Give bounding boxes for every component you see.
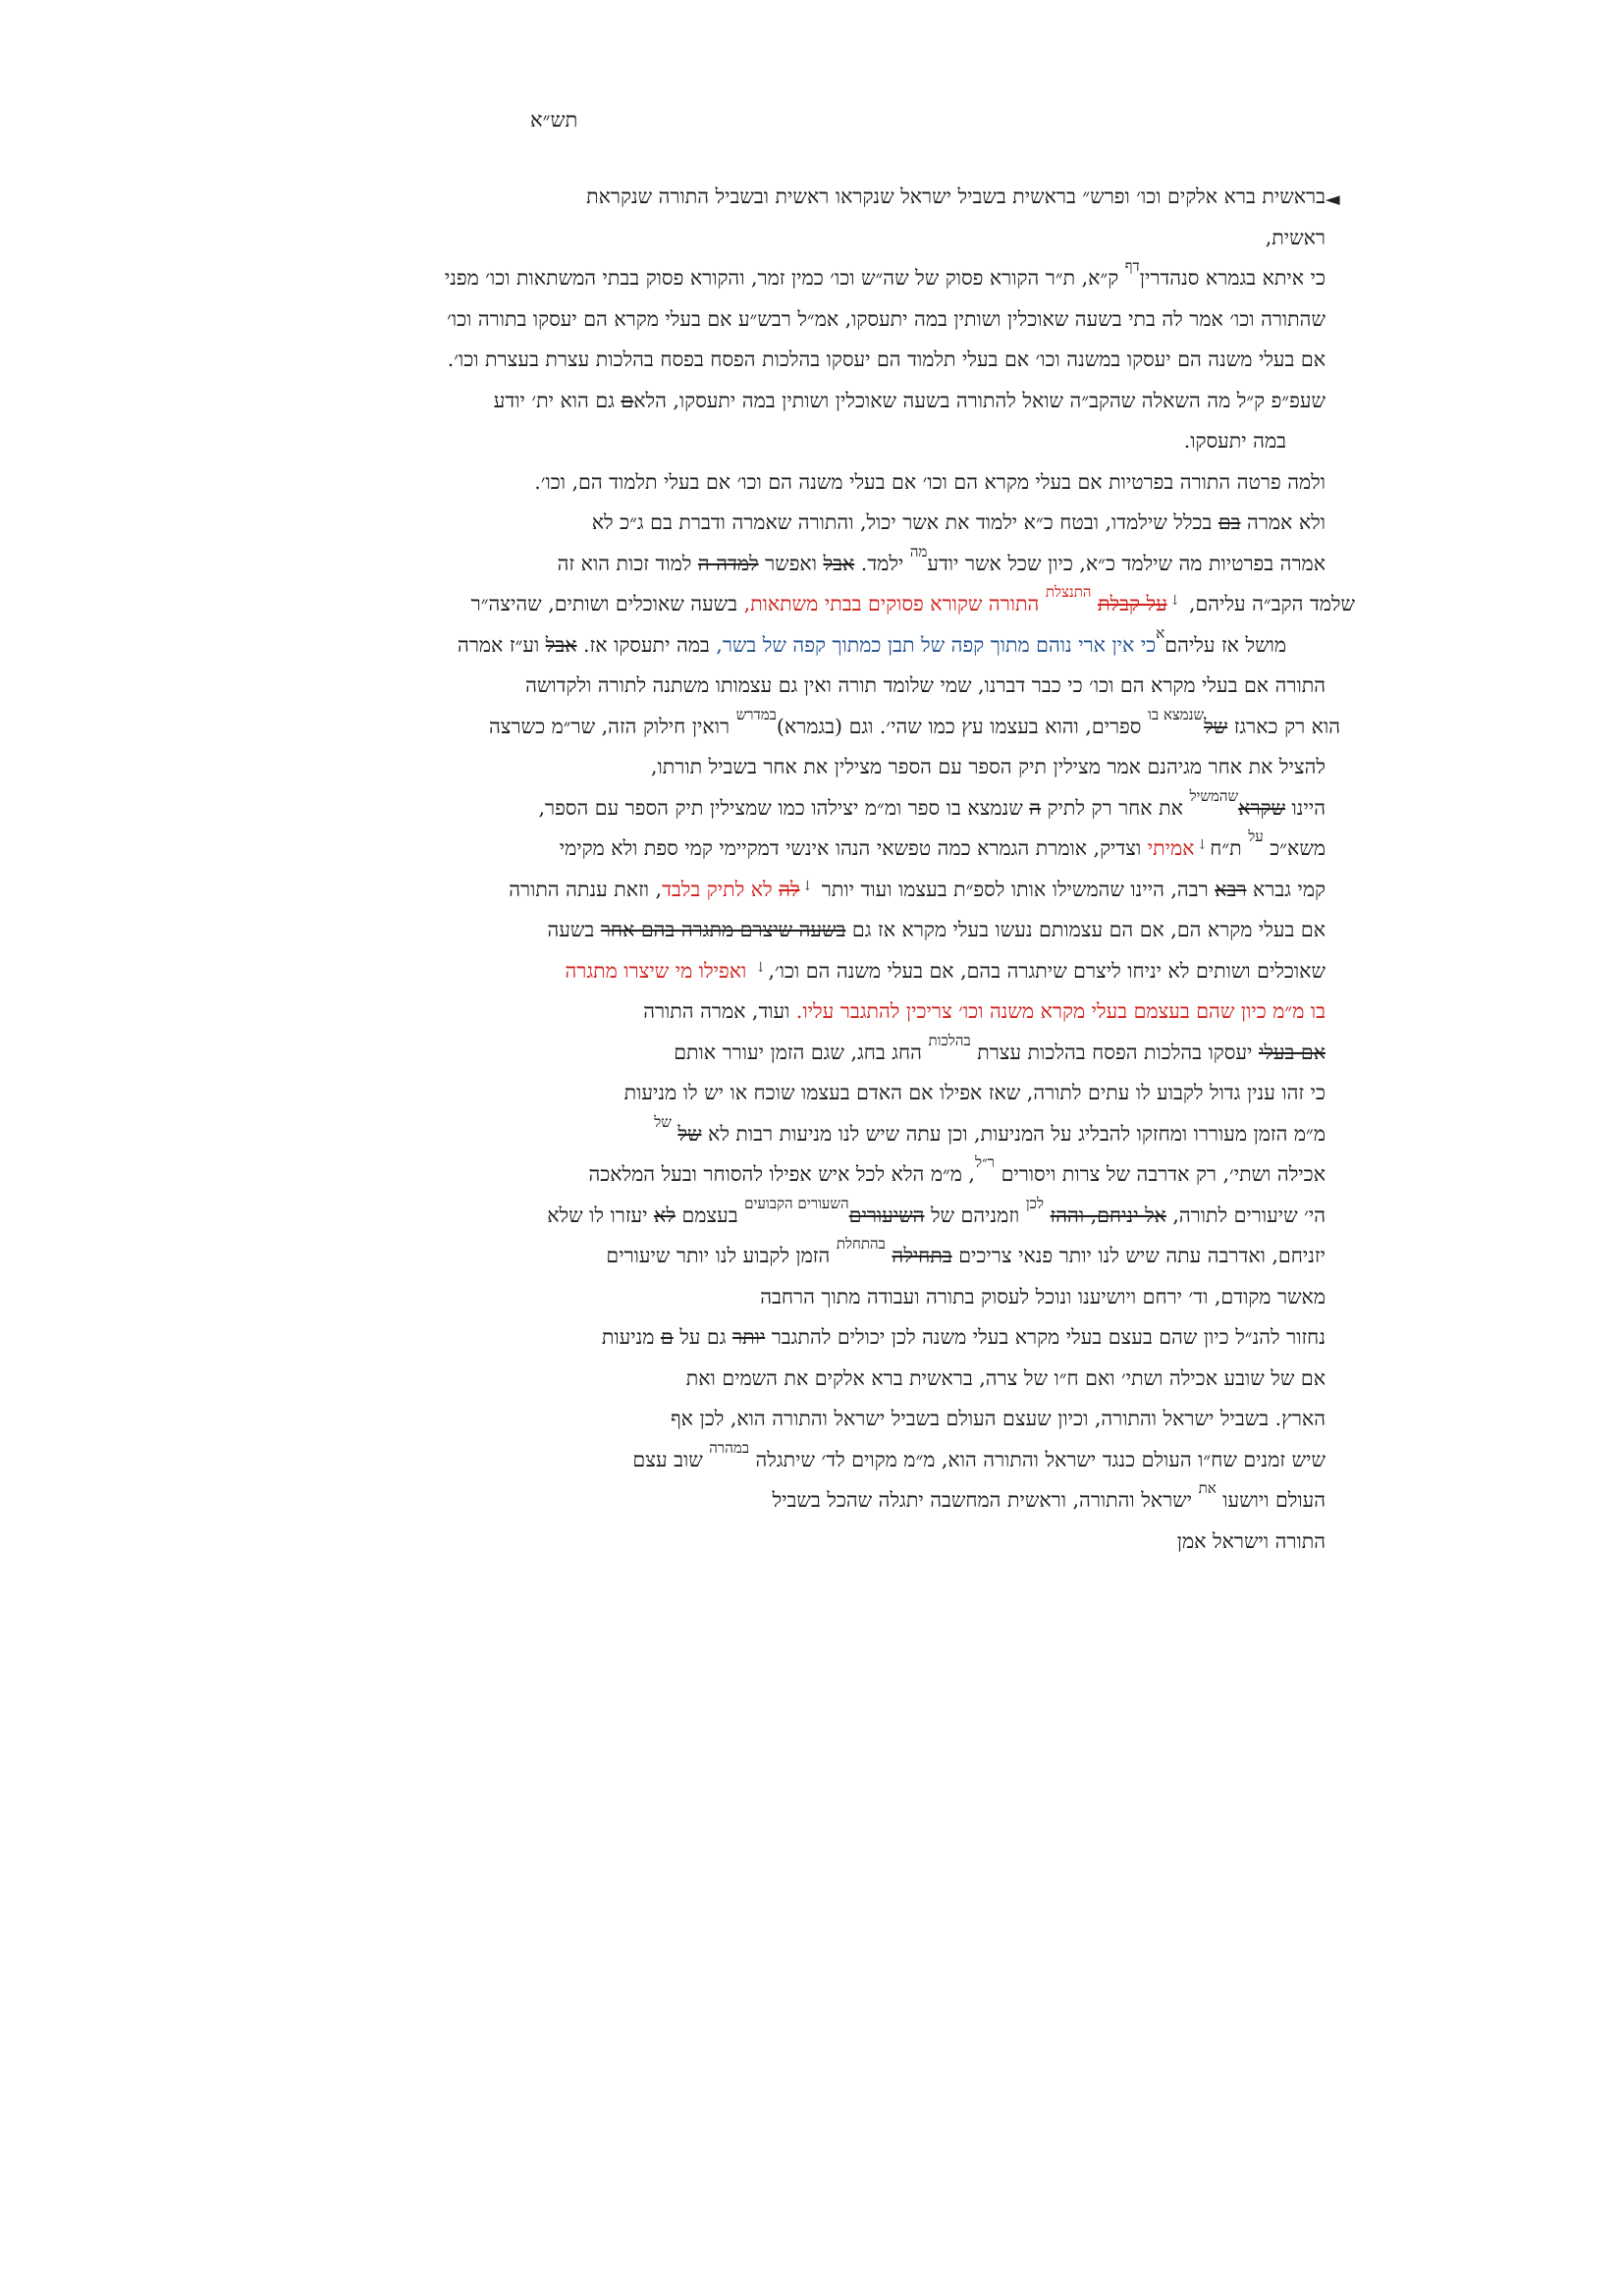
text-line-content bbox=[602, 1317, 1325, 1359]
text-line bbox=[314, 747, 1325, 788]
text-segment: על קבלת bbox=[1098, 592, 1167, 615]
text-segment: ↓ bbox=[1196, 837, 1209, 853]
text-line-content bbox=[654, 1114, 1325, 1157]
text-line-content bbox=[509, 870, 1325, 914]
text-line bbox=[314, 828, 1325, 870]
text-line bbox=[314, 177, 1325, 218]
text-segment: במה יתעסקו. bbox=[1183, 429, 1286, 453]
text-line-content bbox=[489, 707, 1340, 750]
text-segment: לכן bbox=[1025, 1194, 1044, 1212]
text-segment: וצדיק, אומרת הגמרא כמה טפשאי הנהו אינשי דמקיימי קמי ספת ולא מקימי bbox=[559, 836, 1148, 860]
text-line-content bbox=[547, 1196, 1325, 1239]
text-line bbox=[314, 1196, 1325, 1237]
text-line bbox=[314, 666, 1325, 707]
document-body bbox=[314, 177, 1355, 1562]
text-line-content bbox=[632, 1440, 1325, 1483]
text-segment: כי איתא בגמרא סנהדרין bbox=[1139, 266, 1325, 290]
text-line-content bbox=[560, 828, 1325, 873]
text-segment: את אחר רק לתיק bbox=[1041, 795, 1190, 820]
text-line-content bbox=[538, 788, 1325, 831]
text-segment: ואפשר bbox=[758, 551, 824, 575]
text-segment: מניעות bbox=[601, 1325, 661, 1349]
text-line-content bbox=[1184, 421, 1286, 462]
text-segment: בשעה bbox=[547, 918, 601, 941]
text-segment: ולמה פרטה התורה בפרטיות אם בעלי מקרא הם וכו׳ אם בעלי משנה הם וכו׳ אם בעלי תלמוד הם, וכו׳. bbox=[534, 469, 1325, 494]
text-segment: הי׳ שיעורים לתורה, bbox=[1165, 1202, 1325, 1227]
text-line bbox=[314, 1522, 1325, 1563]
text-line-content bbox=[565, 951, 1325, 995]
text-line bbox=[314, 1440, 1325, 1481]
text-segment: העולם ויושעו bbox=[1216, 1488, 1325, 1512]
text-segment: להציל את אחר מגיהנם אמר מצילין תיק הספר עם הספר מצילין את אחר בשביל תורתו, bbox=[650, 755, 1325, 778]
text-segment: שנמצא בו bbox=[1147, 705, 1205, 723]
text-line-content bbox=[772, 1480, 1325, 1523]
text-segment: שנמצא בו ספר ומ״מ יצילהו כמו שמצילין תיק הספר עם הספר, bbox=[538, 795, 1030, 820]
text-segment: וזמניהם של bbox=[924, 1202, 1026, 1227]
text-line-content bbox=[671, 1399, 1325, 1440]
text-line bbox=[314, 340, 1325, 381]
text-segment: כי זהו ענין גדול לקבוע לו עתים לתורה, שאז אפילו אם האדם בעצמו שוכח או יש לו מניעות bbox=[623, 1081, 1325, 1104]
text-line-content bbox=[534, 462, 1325, 504]
text-segment: השעורים הקבועים bbox=[744, 1194, 849, 1212]
text-segment: בו מ״מ כיון שהם בעצמם בעלי מקרא משנה וכו׳ צריכין להתגבר עליו. bbox=[795, 999, 1325, 1023]
text-segment: בשעה שאוכלים ושותים, שהיצה״ר bbox=[470, 592, 744, 615]
text-segment: למוד זכות הוא זה bbox=[557, 551, 698, 575]
text-segment: אם בעלי bbox=[1258, 1040, 1325, 1064]
text-line bbox=[314, 381, 1325, 422]
text-segment: רבא bbox=[1215, 877, 1247, 901]
text-line-content bbox=[448, 340, 1325, 381]
text-segment: השיעורים bbox=[848, 1202, 925, 1227]
text-segment: הזמן לקבוע לנו יותר שיעורים bbox=[606, 1244, 837, 1267]
text-segment: יותר bbox=[732, 1325, 766, 1349]
bullet-marker-icon: ◄ bbox=[1325, 188, 1340, 210]
text-line bbox=[314, 910, 1325, 951]
text-segment: אמרה בפרטיות מה שילמד כ״א, כיון שכל אשר יודע bbox=[927, 551, 1325, 575]
text-segment: מה bbox=[909, 542, 928, 561]
text-segment: יעזרו לו שלא bbox=[547, 1202, 655, 1227]
text-segment: לא bbox=[654, 1202, 676, 1227]
text-segment: התנצלת bbox=[1045, 583, 1092, 601]
text-line bbox=[314, 1359, 1325, 1400]
text-line bbox=[314, 991, 1325, 1033]
text-segment: ↓ bbox=[801, 878, 814, 894]
text-line-content bbox=[447, 299, 1325, 341]
text-segment: גם על bbox=[673, 1325, 733, 1349]
text-line-content bbox=[643, 991, 1325, 1033]
text-line bbox=[314, 625, 1325, 667]
text-line-content bbox=[548, 910, 1326, 951]
text-segment: משא״כ bbox=[1263, 836, 1325, 860]
text-line-content bbox=[586, 177, 1325, 218]
text-segment: החג בחג, שגם הזמן יעורר אותם bbox=[674, 1040, 929, 1064]
text-line bbox=[314, 870, 1325, 911]
text-segment: לא לתיק בלבד bbox=[662, 877, 780, 901]
text-segment: רואין חילוק הזה, שר״מ כשרצה bbox=[488, 714, 736, 738]
text-line-content bbox=[674, 1033, 1325, 1076]
text-line bbox=[314, 788, 1325, 829]
text-segment: ישראל והתורה, וראשית המחשבה יתגלה שהכל בשביל bbox=[772, 1488, 1199, 1512]
text-segment: ם bbox=[660, 1325, 674, 1349]
text-line bbox=[314, 218, 1325, 259]
text-segment: שעפ״פ ק״ל מה השאלה שהקב״ה שואל להתורה בשעה שאוכלין ושותין במה יתעסקו, הלא bbox=[633, 388, 1325, 412]
text-segment: אבל bbox=[545, 632, 577, 657]
text-segment: ספרים, והוא בעצמו עץ כמו שהי׳. וגם (בגמרא) bbox=[776, 714, 1148, 738]
text-line bbox=[314, 462, 1325, 504]
text-segment: במדרש bbox=[735, 705, 777, 723]
text-line bbox=[314, 258, 1325, 299]
text-segment: מ״מ הזמן מעוררו ומחזקו להבליג על המניעות, וכן עתה שיש לנו מניעות רבות לא bbox=[701, 1121, 1325, 1146]
text-segment: וע״ז אמרה bbox=[458, 632, 546, 657]
text-segment: אם של שובע אכילה ושתי׳ ואם ח״ו של צרה, בראשית ברא אלקים את השמים ואת bbox=[685, 1365, 1325, 1390]
text-line-content bbox=[606, 1236, 1325, 1279]
text-segment: אכילה ושתי׳, רק אדרבה של צרות ויסורים bbox=[995, 1162, 1325, 1186]
text-segment: למדה ה bbox=[697, 551, 759, 575]
text-segment: שיש זמנים שח״ו העולם כנגד ישראל והתורה הוא, מ״מ מקוים לד׳ שיתגלה bbox=[748, 1447, 1325, 1471]
text-line-content bbox=[588, 1154, 1325, 1198]
text-line bbox=[314, 1154, 1325, 1196]
text-line bbox=[314, 421, 1325, 462]
text-line-content bbox=[458, 625, 1286, 668]
text-segment: שלמד הקב״ה עליהם, bbox=[1182, 592, 1355, 615]
text-segment: דף bbox=[1124, 257, 1140, 275]
text-segment: גם הוא ית׳ יודע bbox=[493, 388, 622, 412]
text-segment: ת״ח bbox=[1210, 836, 1249, 860]
text-segment: ילמד. bbox=[854, 551, 910, 575]
text-segment: של bbox=[654, 1112, 672, 1131]
text-line bbox=[314, 1317, 1325, 1359]
text-segment: במה יתעסקו אז. bbox=[576, 632, 717, 657]
text-segment: ↓ bbox=[754, 959, 767, 976]
text-line bbox=[314, 1277, 1325, 1318]
text-line-content bbox=[445, 258, 1325, 301]
text-line bbox=[314, 1033, 1325, 1074]
text-segment: את bbox=[1198, 1479, 1217, 1497]
text-segment: התורה אם בעלי מקרא הם וכו׳ כי כבר דברנו, שמי שלומד תורה ואין גם עצמותו משתנה לתורה ולקדושה bbox=[525, 673, 1325, 697]
text-line bbox=[314, 583, 1355, 625]
text-segment: היינו bbox=[1285, 795, 1325, 820]
text-segment: בתחילה bbox=[892, 1244, 952, 1267]
text-segment: ואפילו מי שיצרו מתגרה bbox=[565, 958, 753, 983]
text-segment: הארץ. בשביל ישראל והתורה, וכיון שעצם העולם בשביל ישראל והתורה הוא, לכן אף bbox=[671, 1407, 1325, 1430]
text-segment: , מ״מ הלא לכל איש אפילו להסוחר ובעל המלאכה bbox=[588, 1162, 975, 1186]
text-line-content bbox=[592, 503, 1325, 544]
text-segment: שקרא bbox=[1238, 795, 1286, 820]
text-segment: ועוד, אמרה התורה bbox=[643, 999, 796, 1023]
text-segment: ↓ bbox=[1168, 593, 1181, 609]
text-segment: בהלכות bbox=[928, 1031, 971, 1049]
text-segment: יעסקו בהלכות הפסח בהלכות עצרת bbox=[970, 1040, 1259, 1064]
text-line-content bbox=[471, 584, 1355, 628]
text-segment: אבל bbox=[823, 551, 855, 575]
text-segment: נחזור להנ״ל כיון שהם בעצם בעלי מקרא בעלי משנה לכן יכולים להתגבר bbox=[765, 1325, 1325, 1349]
text-segment: ראשית, bbox=[1265, 225, 1325, 249]
text-line-content bbox=[686, 1359, 1325, 1400]
text-segment: ק״א, ת״ר הקורא פסוק של שה״ש וכו׳ כמין זמר, והקורא פסוק בבתי המשתאות וכו׳ מפני bbox=[444, 266, 1125, 290]
text-segment: בראשית ברא אלקים וכו׳ ופרש״ בראשית בשביל ישראל שנקראו ראשית ובשביל התורה שנקראת bbox=[586, 185, 1325, 208]
text-segment: מושל אז עליהם bbox=[1164, 632, 1286, 657]
text-segment: התורה שקורא פסוקים בבתי משתאות, bbox=[743, 592, 1046, 615]
text-segment: א bbox=[1156, 623, 1165, 642]
text-segment: שוב עצם bbox=[632, 1447, 710, 1471]
text-segment: קמי גברא bbox=[1246, 877, 1325, 901]
text-segment: ולא אמרה bbox=[1240, 510, 1325, 534]
text-segment: בשעה שיצרם מתגרה בהם אחר bbox=[600, 918, 846, 941]
text-segment: שאוכלים ושותים לא יניחו ליצרם שיתגרה בהם, אם בעלי משנה הם וכו׳, bbox=[768, 958, 1325, 983]
text-line-content bbox=[494, 381, 1325, 422]
text-segment: ם bbox=[621, 388, 634, 412]
text-segment: אמיתי bbox=[1147, 836, 1195, 860]
text-segment: ר״ל bbox=[974, 1153, 996, 1171]
text-line-content bbox=[558, 544, 1325, 587]
text-line bbox=[314, 1114, 1325, 1155]
text-segment: בם bbox=[1217, 510, 1241, 534]
text-segment: התורה וישראל אמן bbox=[1176, 1528, 1325, 1553]
text-line-content bbox=[525, 666, 1325, 707]
text-segment: במהרה bbox=[709, 1438, 749, 1457]
text-segment: בעצמם bbox=[675, 1202, 745, 1227]
text-segment: הוא רק כארגז bbox=[1227, 714, 1340, 738]
text-line bbox=[314, 951, 1325, 992]
text-segment: אם בעלי מקרא הם, אם הם עצמותם נעשו בעלי מקרא אז גם bbox=[845, 918, 1325, 941]
text-segment: כי אין ארי נוהם מתוך קפה של תבן כמתוך קפה של בשר, bbox=[716, 632, 1157, 657]
text-line bbox=[314, 705, 1340, 748]
text-line bbox=[314, 1236, 1325, 1277]
text-segment: בכלל שילמדו, ובטח כ״א ילמוד את אשר יכול, והתורה שאמרה ודברת בם ג״כ לא bbox=[591, 510, 1218, 534]
text-segment: רבה, היינו שהמשילו אותו לספ״ת בעצמו ועוד יותר bbox=[815, 877, 1216, 901]
text-line bbox=[314, 1399, 1325, 1440]
text-line-content bbox=[624, 1073, 1325, 1114]
text-line bbox=[314, 1480, 1325, 1522]
text-segment: יזניחם, ואדרבה עתה שיש לנו יותר פנאי צריכים bbox=[951, 1244, 1325, 1267]
text-line-content bbox=[760, 1277, 1325, 1318]
text-line bbox=[314, 299, 1325, 341]
text-line-content bbox=[1266, 218, 1325, 259]
text-line bbox=[314, 503, 1325, 544]
text-segment: ה bbox=[1029, 795, 1042, 820]
text-line bbox=[314, 1073, 1325, 1114]
text-segment: של bbox=[1204, 714, 1228, 738]
text-segment: מאשר מקודם, וד׳ ירחם ויושיענו ונוכל לעסוק בתורה ועבודה מתוך הרחבה bbox=[760, 1284, 1325, 1308]
text-segment: , וזאת ענתה התורה bbox=[509, 877, 663, 901]
text-segment: בהתחלת bbox=[836, 1235, 886, 1253]
text-segment: אל יניחם, וההז bbox=[1050, 1202, 1166, 1227]
text-segment: של bbox=[677, 1121, 702, 1146]
text-segment: לה bbox=[779, 877, 800, 901]
text-segment: אם בעלי משנה הם יעסקו במשנה וכו׳ אם בעלי תלמוד הם יעסקו בהלכות הפסח בפסח בהלכות עצרת בעצרת וכו׳. bbox=[447, 347, 1325, 371]
page-header: תש״א bbox=[530, 108, 578, 132]
text-line-content bbox=[651, 747, 1325, 788]
text-segment: שהתורה וכו׳ אמר לה בתי בשעה שאוכלין ושותין במה יתעסקו, אמ״ל רבש״ע אם בעלי מקרא הם יעסקו בתורה וכו׳ bbox=[447, 306, 1325, 331]
text-line-content bbox=[1177, 1522, 1325, 1563]
text-segment: שהמשיל bbox=[1189, 786, 1239, 805]
text-segment: על bbox=[1248, 828, 1264, 845]
text-line bbox=[314, 544, 1325, 585]
